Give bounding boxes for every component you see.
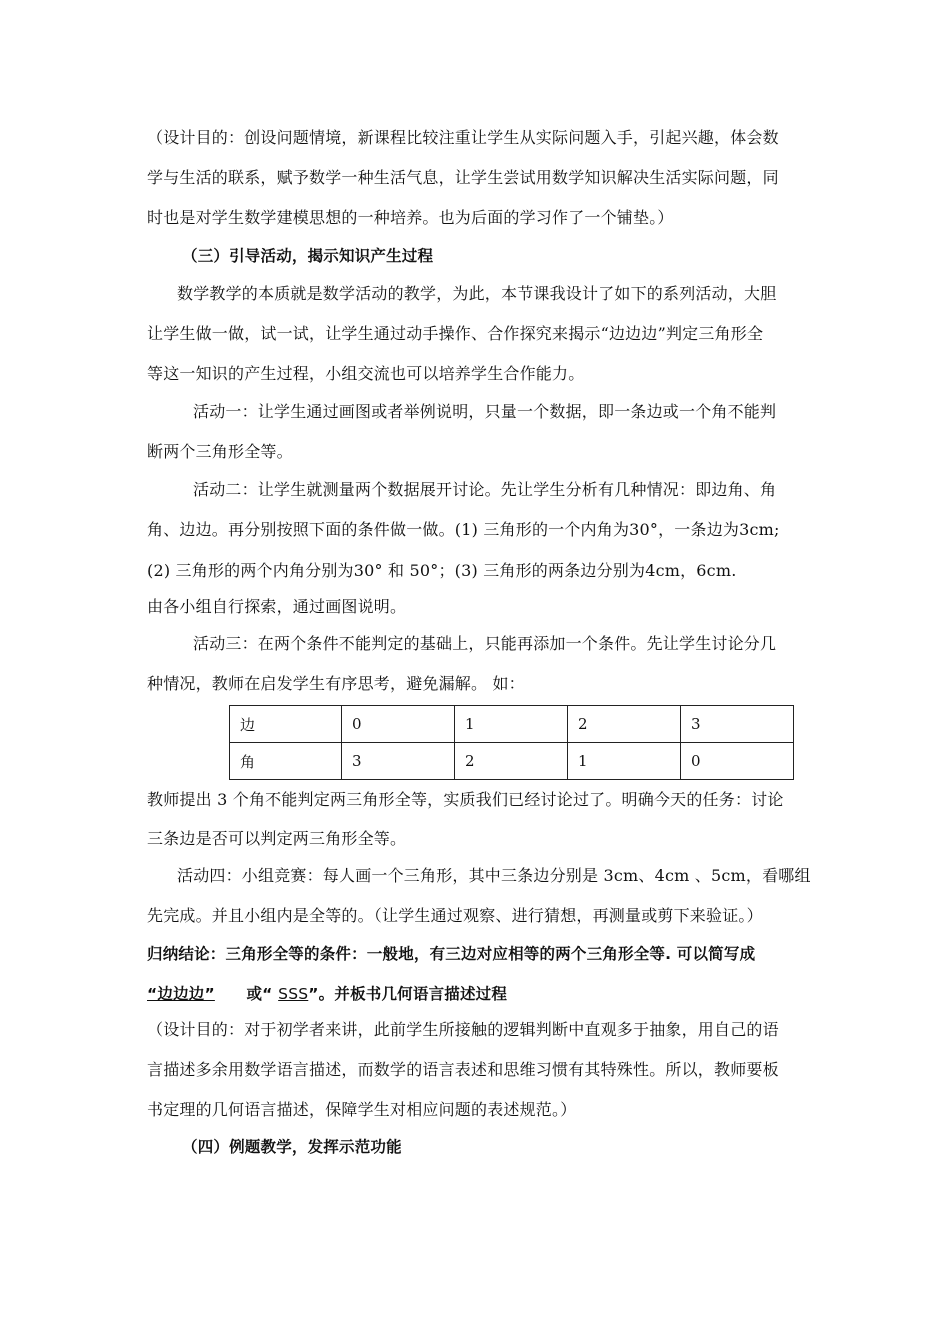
side-angle-table [229,705,794,780]
conclusion-line-1: 归纳结论：三角形全等的条件：一般地，有三边对应相等的两个三角形全等. 可以简写成 [147,945,756,963]
activity-1-line-2: 断两个三角形全等。 [147,442,293,461]
activity-3-line-1: 活动三：在两个条件不能判定的基础上，只能再添加一个条件。先让学生讨论分几 [193,634,777,653]
intro-line-2: 让学生做一做，试一试，让学生通过动手操作、合作探究来揭示“边边边”判定三角形全 [147,324,764,343]
design-purpose-2-line-2: 言描述多余用数学语言描述，而数学的语言表述和思维习惯有其特殊性。所以，教师要板 [147,1060,779,1079]
activity-3-line-2: 种情况，教师在启发学生有序思考，避免漏解。 如： [147,674,525,693]
table-cell: 2 [455,743,568,780]
activity-2-line-2: 角、边边。再分别按照下面的条件做一做。(1) 三角形的一个内角为30°，一条边为3cm; [147,520,780,539]
design-purpose-2-line-1: （设计目的：对于初学者来讲，此前学生所接触的逻辑判断中直观多于抽象，用自己的语 [147,1020,779,1039]
intro-line-3: 等这一知识的产生过程，小组交流也可以培养学生合作能力。 [147,364,585,383]
design-purpose-2-line-3: 书定理的几何语言描述，保障学生对相应问题的表述规范。） [147,1100,577,1119]
table-cell: 0 [342,706,455,743]
conclusion-connector: 或“ [240,985,279,1003]
activity-2-line-4: 由各小组自行探索，通过画图说明。 [147,597,407,616]
table-cell: 3 [342,743,455,780]
activity-4-line-2: 先完成。并且小组内是全等的。（让学生通过观察、进行猜想，再测量或剪下来验证。） [147,906,763,925]
table-cell: 3 [681,706,794,743]
table-cell: 1 [455,706,568,743]
intro-line-1: 数学教学的本质就是数学活动的教学，为此，本节课我设计了如下的系列活动，大胆 [177,284,777,303]
design-purpose-1-line-1: （设计目的：创设问题情境，新课程比较注重让学生从实际问题入手，引起兴趣，体会数 [147,128,779,147]
after-table-line-1: 教师提出 3 个角不能判定两三角形全等，实质我们已经讨论过了。明确今天的任务：讨论 [147,790,784,809]
design-purpose-1-line-3: 时也是对学生数学建模思想的一种培养。也为后面的学习作了一个铺垫。） [147,208,674,227]
activity-4-line-1: 活动四：小组竞赛：每人画一个三角形，其中三条边分别是 3cm、4cm 、5cm，看哪组 [177,866,811,885]
activity-2-line-3: (2) 三角形的两个内角分别为30° 和 50°；(3) 三角形的两条边分别为4cm，6cm. [147,561,737,580]
activity-1-line-1: 活动一：让学生通过画图或者举例说明，只量一个数据，即一条边或一个角不能判 [193,402,777,421]
section-heading-4: （四）例题教学，发挥示范功能 [182,1138,402,1156]
table-cell: 2 [568,706,681,743]
table-cell: 1 [568,743,681,780]
section-heading-3: （三）引导活动，揭示知识产生过程 [182,247,434,265]
conclusion-term-sss: SSS [278,985,309,1003]
table-row [230,743,794,780]
activity-2-line-1: 活动二：让学生就测量两个数据展开讨论。先让学生分析有几种情况：即边角、角 [193,480,777,499]
design-purpose-1-line-2: 学与生活的联系，赋予数学一种生活气息，让学生尝试用数学知识解决生活实际问题，同 [147,168,779,187]
table-cell: 角 [230,743,342,780]
conclusion-line-2 [147,984,507,1004]
after-table-line-2: 三条边是否可以判定两三角形全等。 [147,829,407,848]
table-row [230,706,794,743]
table-cell: 边 [230,706,342,743]
table-cell: 0 [681,743,794,780]
conclusion-term-sss-chinese: “边边边” [147,985,215,1003]
conclusion-tail: ”。并板书几何语言描述过程 [308,985,508,1003]
